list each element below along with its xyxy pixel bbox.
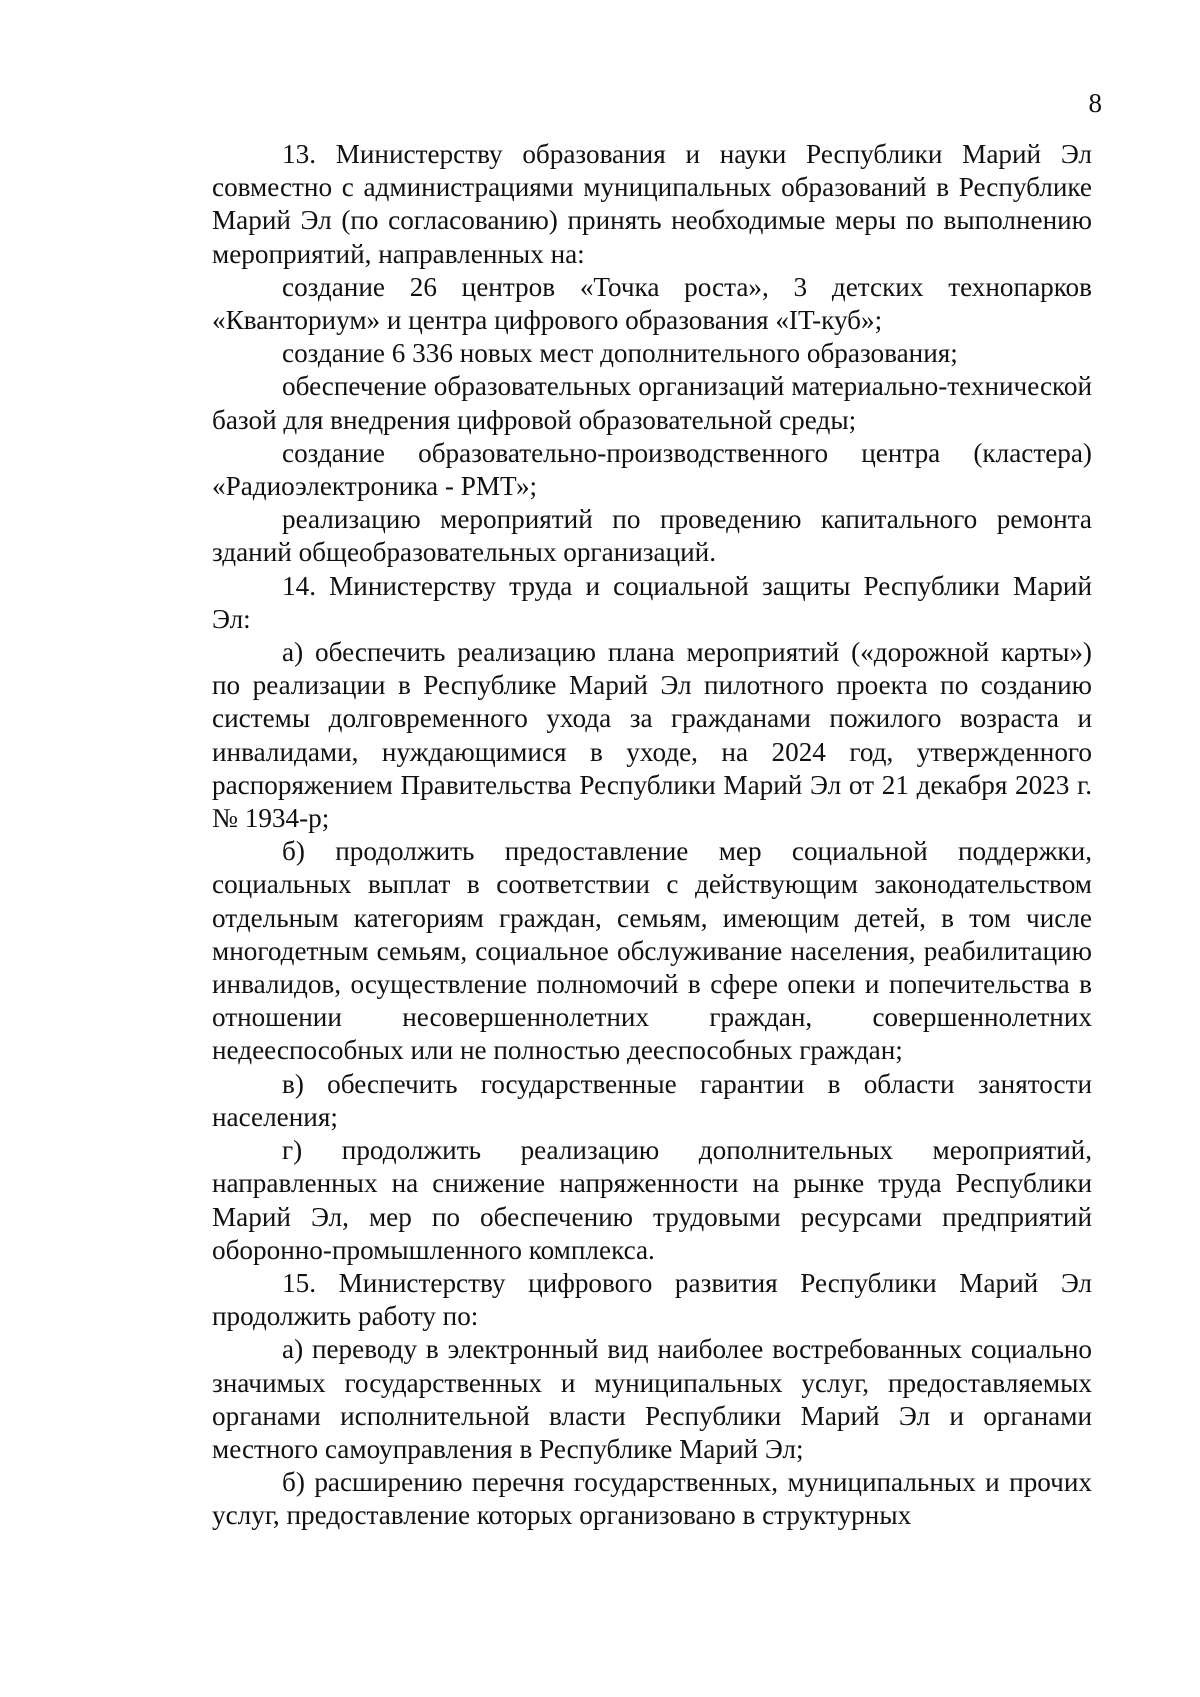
paragraph-13-item-3: обеспечение образовательных организаций материально-технической базой для внедрения цифровой образовательной среды; [212, 371, 1092, 435]
paragraph-13-item-5: реализацию мероприятий по проведению капитального ремонта зданий общеобразовательных организаций. [212, 504, 1092, 568]
paragraph-14-b: б) продолжить предоставление мер социальной поддержки, социальных выплат в соответствии с действующим законодательством отдельным категориям граждан, семьям, имеющим детей, в том числе многодетным семьям, социальное обслуживание населения, реабилитацию инвалидов, осуществление полномочий в сфере опеки и попечительства в отношении несовершеннолетних граждан, совершеннолетних недееспособных или не полностью дееспособных граждан; [212, 836, 1092, 1066]
paragraph-14-g: г) продолжить реализацию дополнительных мероприятий, направленных на снижение напряженности на рынке труда Республики Марий Эл, мер по обеспечению трудовыми ресурсами предприятий оборонно-промышленного комплекса. [212, 1135, 1092, 1265]
paragraph-14-intro: 14. Министерству труда и социальной защиты Республики Марий Эл: [212, 570, 1092, 634]
paragraph-15-intro: 15. Министерству цифрового развития Республики Марий Эл продолжить работу по: [212, 1267, 1092, 1332]
paragraph-13-item-2: создание 6 336 новых мест дополнительного образования; [282, 338, 958, 369]
paragraph-15-a: а) переводу в электронный вид наиболее востребованных социально значимых государственных и муниципальных услуг, предоставляемых органами исполнительной власти Республики Марий Эл и органами местного самоуправления в Республике Марий Эл; [212, 1334, 1092, 1464]
paragraph-13-intro: 13. Министерству образования и науки Республики Марий Эл совместно с администрациями муниципальных образований в Республике Марий Эл (по согласованию) принять необходимые меры по выполнению мероприятий, направленных на: [212, 139, 1092, 269]
paragraph-13-item-4: создание образовательно-производственного центра (кластера) «Радиоэлектроника - РМТ»; [212, 437, 1092, 502]
document-body [212, 138, 1092, 1533]
paragraph-14-v: в) обеспечить государственные гарантии в области занятости населения; [212, 1068, 1092, 1132]
paragraph-14-a: а) обеспечить реализацию плана мероприятий («дорожной карты») по реализации в Республике Марий Эл пилотного проекта по созданию системы долговременного ухода за гражданами пожилого возраста и инвалидами, нуждающимися в уходе, на 2024 год, утвержденного распоряжением Правительства Республики Марий Эл от 21 декабря 2023 г. № 1934-р; [212, 637, 1092, 834]
paragraph-15-b: б) расширению перечня государственных, муниципальных и прочих услуг, предоставление которых организовано в структурных [212, 1467, 1092, 1531]
paragraph-13-item-1: создание 26 центров «Точка роста», 3 детских технопарков «Кванториум» и центра цифрового образования «IT-куб»; [212, 271, 1092, 336]
page-number: 8 [1088, 88, 1102, 118]
